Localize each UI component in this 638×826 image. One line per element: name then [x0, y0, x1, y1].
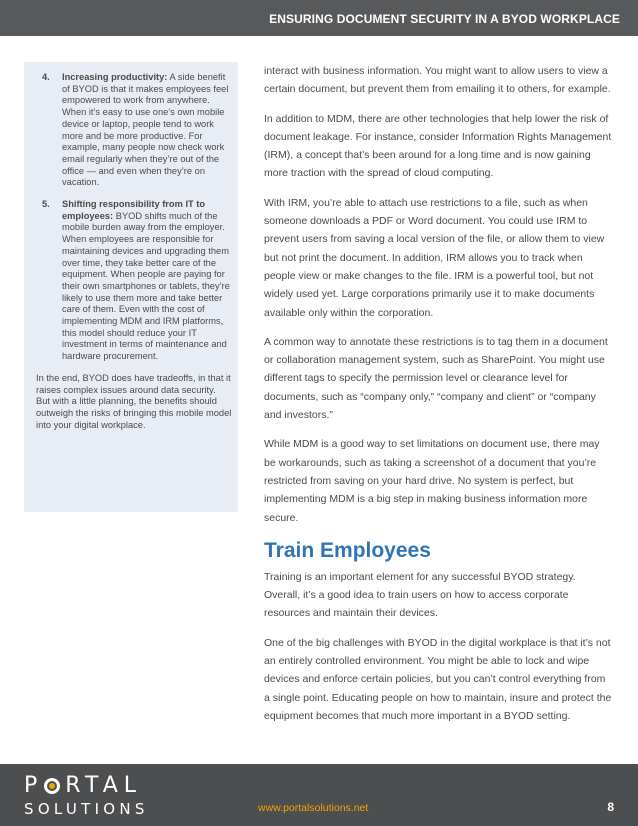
page-number: 8 [607, 800, 614, 814]
paragraph: While MDM is a good way to set limitations on document use, there may be workarounds, such as taking a screenshot of a document that you’re restricted from saving on your hard drive. No system is perfect, but implementing MDM is a big step in making business information more secure. [264, 438, 600, 524]
sidebar-box [24, 62, 238, 512]
list-number: 5. [42, 199, 50, 210]
list-number: 4. [42, 72, 50, 82]
document-title: ENSURING DOCUMENT SECURITY IN A BYOD WORKPLACE [269, 12, 620, 26]
paragraph: One of the big challenges with BYOD in the digital workplace is that it’s not an entirely controlled environment. You might be able to lock and wipe devices and enforce certain policies, but you can’t control everything from a single point. Educating people on how to maintain, insure and protect the equipment becomes that much more important in a BYOD setting. [264, 636, 612, 722]
paragraph: interact with business information. You might want to allow users to view a certain document, but prevent them from emailing it to others, for example. [264, 65, 611, 96]
main-column [264, 62, 614, 736]
logo-subtitle: SOLUTIONS [24, 800, 149, 818]
section-heading: Train Employees [264, 538, 431, 562]
website-link[interactable]: www.portalsolutions.net [258, 802, 369, 814]
list-item [36, 72, 232, 189]
logo-letter-p: P [24, 773, 44, 798]
logo-o-icon [44, 778, 60, 794]
paragraph: With IRM, you’re able to attach use restrictions to a file, such as when someone downloads a PDF or Word document. You could use IRM to prevent users from saving a local version of the file, or allow them to view but not print the document. In addition, IRM allows you to track when people view or make changes to the file. IRM is a powerful tool, but not widely used yet. Large corporations primarily use it to make documents available only within the corporation. [264, 196, 605, 319]
list-item-heading: Shifting responsibility from IT to employees: [62, 199, 206, 221]
paragraph: In addition to MDM, there are other technologies that help lower the risk of document leakage. For instance, consider Information Rights Management (IRM), a concept that’s been around for a long time and is now gaining more traction with the spread of cloud computing. [264, 112, 612, 180]
logo-word-rest: RTAL [65, 773, 143, 798]
paragraph: A common way to annotate these restrictions is to tag them in a document or collaboration management system, such as SharePoint. You might use different tags to specify the permission level or clearance level for documents, such as “company only,” “company and client” or “company and investors.” [264, 335, 608, 422]
list-item-text: A side benefit of BYOD is that it makes employees feel empowered to work from anywhere. When it’s easy to use one’s own mobile device or laptop, people tend to work more and be more productive. For example, many people now check work email regularly when they’re out of the office — and even when they’re on vacation. [62, 72, 229, 188]
header-bar [0, 0, 638, 36]
sidebar-closing-text: In the end, BYOD does have tradeoffs, in that it raises complex issues around data security. But with a little planning, the benefits should outweigh the risks of bringing this mobile model into your digital workplace. [36, 372, 232, 430]
list-item [36, 199, 232, 363]
footer-bar [0, 764, 638, 826]
paragraph: Training is an important element for any successful BYOD strategy. Overall, it’s a good idea to train users on how to access corporate resources and maintain their devices. [264, 570, 576, 620]
list-item-heading: Increasing productivity: [62, 72, 168, 82]
list-item-text: BYOD shifts much of the mobile burden away from the employer. When employees are responsible for maintaining devices and upgrading them over time, they take better care of the equipment. When people are paying for their own smartphones or tablets, they’re likely to use them more and take better care of them. Even with the cost of implementing MDM and IRM platforms, this model should reduce your IT investment in terms of maintenance and hardware procurement. [62, 210, 230, 362]
portal-solutions-logo [24, 774, 149, 818]
